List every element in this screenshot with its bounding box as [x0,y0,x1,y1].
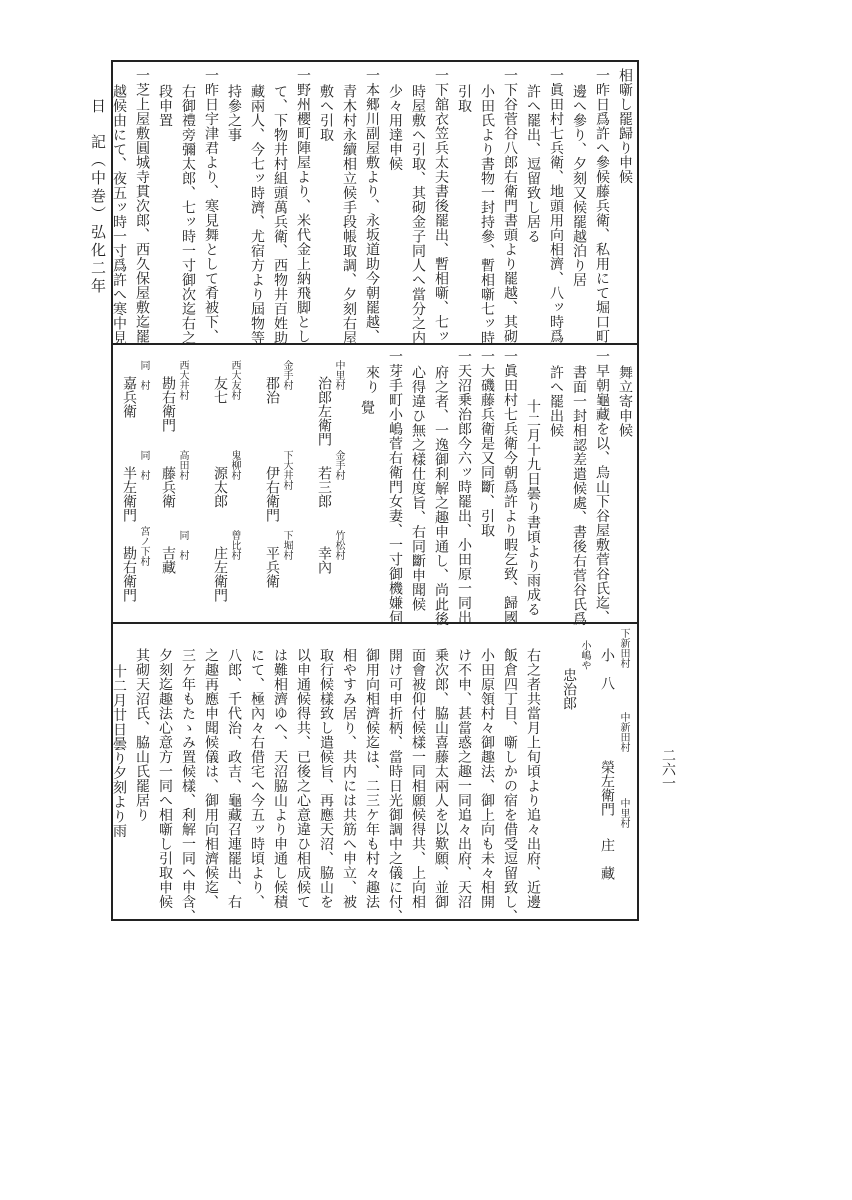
person-name: 忠治郎 [561,668,577,710]
text-line: 右御禮旁彌太郎、七ッ時一寸御次迄右之 [180,84,196,345]
text-line: 一芽手町小嶋菅右衛門女妻、一寸御機嫌伺 [387,349,403,625]
text-line: 之趣再應申聞候儀は、御用向相濟候迄、 [203,648,219,909]
text-line: 舞立寄申候 [617,365,633,438]
text-line: 藏兩人、今七ッ時濟、尤宿方より屆物等 [249,84,265,345]
person-name: 郡治 [264,376,280,404]
person-name: 半左衛門 [121,466,137,522]
village-label: 曾比村 [229,530,240,560]
text-line: 開け可申折柄、當時日光御調中之儀に付、 [387,648,403,924]
village-label: 西大友村 [229,360,240,400]
person-name: 友七 [212,376,228,404]
village-label: 同 村 [138,450,149,480]
village-label: 同 村 [177,530,188,560]
text-line: 取行候樣致し遣候旨、再應天沼、脇山を [318,648,334,909]
bottom-text-band [110,648,541,924]
village-label: 下新田村 [618,628,629,668]
text-line: 一大磯藤兵衛是又同斷、引取 [479,349,495,538]
person-name: 勘右衛門 [160,376,176,432]
text-line: 府之者、一逸御利解之趣申通し、尚此後 [433,365,449,626]
village-label: 宮ノ下村 [138,526,149,566]
text-line: 一眞田村七兵衛、地頭用向相濟、八ッ時爲 [548,68,564,344]
person-name: 吉藏 [160,546,176,574]
person-name: 幸內 [316,546,332,574]
section-divider-lower [111,622,639,624]
text-line: 一眞田村七兵衛今朝爲許より暇乞致、歸國 [502,349,518,625]
text-line: 少々用達申候 [387,84,403,171]
text-line: 乗次郎、脇山喜藤太兩人を以歎願、並御 [433,648,449,909]
text-line: 一天沼乗治郎今六ッ時罷出、小田原一同出 [456,349,472,625]
text-line: 引取 [456,84,472,113]
text-line: 一本郷川副屋敷より、永坂道助今朝罷越、 [364,68,380,344]
person-name: 藤兵衛 [160,466,176,508]
text-line: 敷へ引取 [318,84,334,142]
village-label: 下大井村 [281,450,292,490]
text-line: て、下物井村組頭萬兵衛、西物井百姓助 [272,84,288,345]
text-line: 飯倉四丁目、噺しかの宿を借受逗留致し、 [502,648,518,924]
text-line: は難相濟ゆへ、天沼脇山より申通し候積 [272,648,288,909]
page-number: 二六一 [660,748,676,790]
text-line: 越候由にて、夜五ッ時一寸爲許へ寒中見 [111,84,127,345]
text-line: 段申置 [157,84,173,128]
village-label: 同 村 [138,360,149,390]
text-line: 一昨日爲許へ參候藤兵衛、私用にて堀口町 [594,68,610,344]
person-name: 伊右衛門 [264,466,280,522]
text-line: 八郎、千代治、政吉、龜藏召連罷出、右 [226,648,242,909]
text-line: 一芝上屋敷圓城寺貫次郎、西久保屋敷迄罷 [134,68,150,344]
text-line: 邊へ參り、夕刻又候罷越泊り居 [571,84,587,287]
text-line: 一昨日宇津君より、寒見舞として肴被下、 [203,68,219,344]
text-line: 三ケ年もたゝみ置候樣、利解一同へ申含、 [180,648,196,924]
text-line: 一下谷菅谷八郎右衛門書頭より罷越、其砌 [502,68,518,344]
text-line: 一下舘衣笠兵太夫書後罷出、暫相噺、七ッ [433,68,449,344]
text-line: 相噺し罷歸り申候 [617,68,633,184]
text-line: 小田氏より書物一封持參、暫相噺七ッ時 [479,84,495,345]
text-line: 小田原領村々御趣法、御上向も未々相開 [479,648,495,909]
village-label: 中新田村 [618,712,629,752]
text-line: 青木村永續相立候手段帳取調、夕刻右屋 [341,84,357,345]
text-line: 相やすみ居り、共内には共筋へ申立、被 [341,648,357,909]
text-line: 許へ罷出候 [548,365,564,438]
village-label: 高田村 [177,450,188,480]
list-title: 覺 [359,400,375,414]
text-line: 其砌天沼氏、脇山氏罷居り [134,648,150,822]
text-line: 一野州櫻町陣屋より、米代金上納飛脚とし [295,68,311,344]
text-line: 面會被仰付候樣一同相願候得共、上向相 [410,648,426,909]
text-line: 書面一封相認差遣候處、書後右菅谷氏爲 [571,365,587,626]
text-line: 夕刻迄趣法心意方一同へ相噺し引取申候 [157,648,173,909]
person-name: 治郎左衛門 [316,376,332,446]
person-name: 嘉兵衛 [121,376,137,418]
text-line: 心得違ひ無之樣仕度旨、右同斷申聞候 [410,365,426,612]
text-line: 來り [364,365,380,394]
text-line: 以申通候得共、已後之心意違ひ相成候て [295,648,311,909]
village-label: 下堀村 [281,530,292,560]
text-line: 時屋敷へ引取、其砌金子同人へ當分之内 [410,84,426,345]
text-line: け不申、甚當惑之趣一同追々出府、天沼 [456,648,472,909]
village-label: 鬼柳村 [229,450,240,480]
person-name: 源太郎 [212,466,228,508]
top-text-band [110,68,633,345]
village-label: 小嶋や [579,640,590,670]
village-label: 中里村 [333,360,344,390]
person-name: 庄藏 [599,838,615,894]
date-heading: 十二月廿日曇り夕刻より雨 [111,664,127,838]
person-name: 平兵衛 [264,546,280,588]
village-label: 竹松村 [333,530,344,560]
person-name: 勘右衛門 [121,546,137,602]
memorandum-list [120,360,380,600]
text-line: 持參之事 [226,84,242,142]
text-line: 右之者共當月上旬頃より追々出府、近邊 [525,648,541,909]
text-line: 許へ罷出、逗留致し居る [525,84,541,244]
text-line: 御用向相濟候迄は、二三ケ年も村々趣法 [364,648,380,909]
date-heading: 十二月十九日曇り書頃より雨成る [525,399,541,617]
person-name: 庄左衛門 [212,546,228,602]
village-label: 中里村 [618,798,629,828]
village-label: 金手村 [333,450,344,480]
village-label: 金手村 [281,360,292,390]
running-header: 日 記（中巻）弘化二年 [89,98,107,296]
village-label: 西大井村 [177,360,188,400]
middle-text-band [363,349,633,626]
person-name: 榮左衛門 [599,760,615,816]
person-name: 若三郎 [316,466,332,508]
text-line: 一早朝龜藏を以、烏山下谷屋敷菅谷氏迄、 [594,349,610,625]
person-name: 小八 [599,648,615,704]
text-line: にて、極內々右借宅へ今五ッ時頃より、 [249,648,265,909]
